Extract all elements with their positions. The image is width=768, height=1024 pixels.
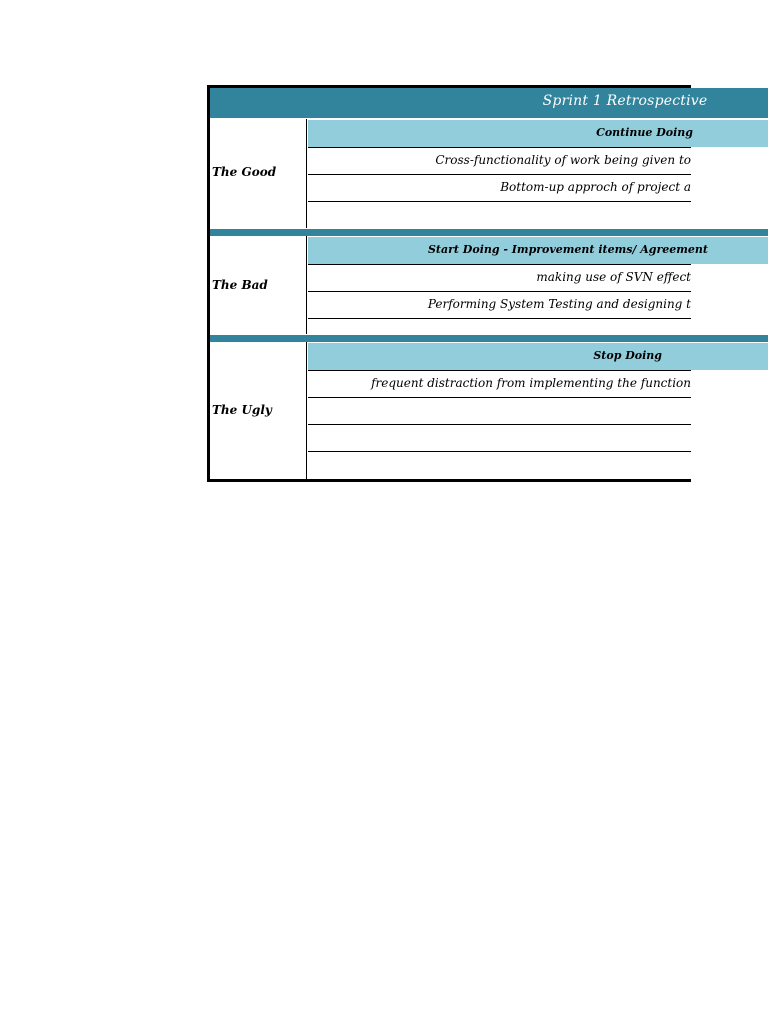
section-header-bad <box>308 237 768 264</box>
section-header-text-good: Continue Doing <box>596 126 693 139</box>
list-item-text: Cross-functionality of work being given to <box>435 153 691 167</box>
section-header-text-ugly: Stop Doing <box>593 349 662 362</box>
title-band <box>210 88 768 118</box>
list-item-text: Performing System Testing and designing t <box>427 297 691 311</box>
list-item <box>308 201 691 229</box>
section-header-ugly <box>308 343 768 370</box>
list-item <box>308 147 691 174</box>
list-item <box>308 174 691 201</box>
section-label-cell-ugly <box>210 342 307 479</box>
section-header-good <box>308 120 768 147</box>
sheet-title: Sprint 1 Retrospective <box>542 93 708 109</box>
list-item-text: frequent distraction from implementing the function <box>371 376 691 390</box>
list-item <box>308 424 691 451</box>
list-item <box>308 397 691 424</box>
section-label-good: The Good <box>212 165 277 179</box>
list-item <box>308 370 691 397</box>
section-separator <box>210 335 768 342</box>
section-label-cell-bad <box>210 236 307 334</box>
list-item-text: making use of SVN effect <box>536 270 691 284</box>
sheet-bottom-border <box>207 479 691 482</box>
list-item-text: Bottom-up approch of project a <box>500 180 691 194</box>
section-label-cell-good <box>210 119 307 228</box>
section-header-text-bad: Start Doing - Improvement items/ Agreement <box>427 243 708 256</box>
section-separator <box>210 229 768 236</box>
list-item <box>308 264 691 291</box>
section-label-bad: The Bad <box>212 278 268 292</box>
list-item <box>308 318 691 335</box>
list-item <box>308 451 691 480</box>
list-item <box>308 291 691 318</box>
section-label-ugly: The Ugly <box>212 403 272 417</box>
